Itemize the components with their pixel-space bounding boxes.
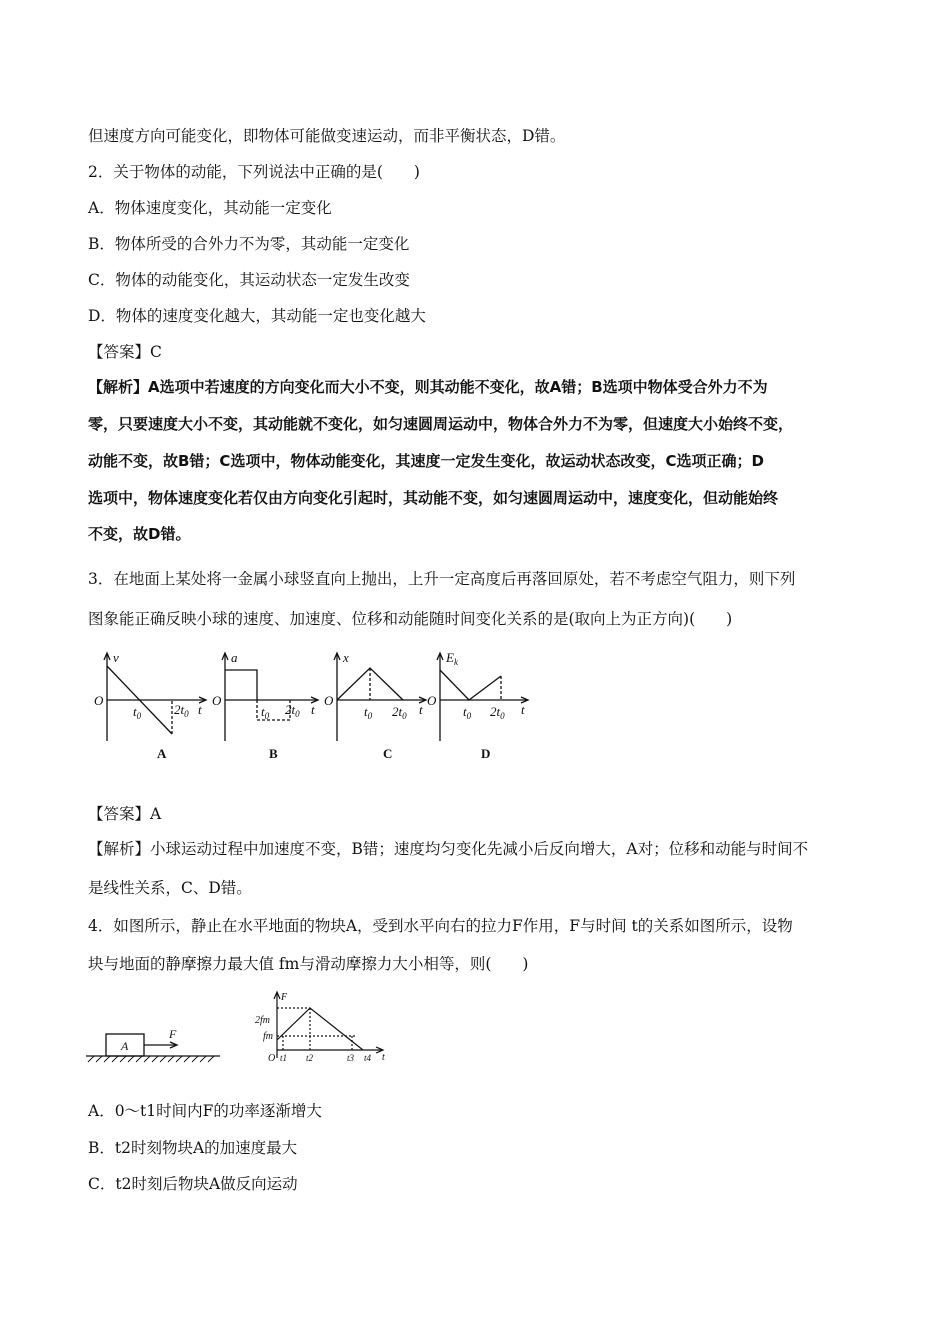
force-f-label: F — [169, 1027, 177, 1041]
q4-block-diagram — [84, 1020, 224, 1080]
q4-graph-tick-t2: t2 — [306, 1053, 314, 1063]
graph-c-2t0: $2t_0$ — [392, 704, 407, 721]
graph-d-t0: $t_0$ — [463, 704, 472, 721]
q4-graph-xlabel: t — [382, 1052, 385, 1063]
graph-d-t-axis: t — [521, 702, 525, 717]
q4-graph-tick-fm: fm — [263, 1031, 273, 1042]
q3-analysis-line: 是线性关系，C、D错。 — [88, 879, 252, 897]
q4-stem-line: 4．如图所示，静止在水平地面的物块A，受到水平向右的拉力F作用，F与时间 t的关系如图所示，设物 — [88, 917, 793, 935]
graph-a-caption: A — [157, 746, 167, 761]
q2-option-c: C．物体的动能变化，其运动状态一定发生改变 — [88, 271, 410, 289]
graph-c-caption: C — [383, 746, 393, 761]
q2-analysis-line: 零，只要速度大小不变，其动能就不变化，如匀速圆周运动中，物体合外力不为零，但速度大小始终不变， — [88, 415, 794, 433]
graph-b-origin: O — [212, 693, 222, 708]
q1-tail-text: 但速度方向可能变化，即物体可能做变速运动，而非平衡状态，D错。 — [88, 127, 566, 145]
q2-option-b: B．物体所受的合外力不为零，其动能一定变化 — [88, 235, 410, 253]
block-a-label: A — [121, 1039, 129, 1053]
graph-a-2t0: $2t_0$ — [174, 702, 189, 719]
q2-option-a: A．物体速度变化，其动能一定变化 — [88, 199, 332, 217]
q4-graph-tick-t1: t1 — [280, 1053, 288, 1063]
q4-graph-tick-2fm: 2fm — [255, 1015, 270, 1026]
q4-graph-tick-t3: t3 — [347, 1053, 355, 1063]
q3-answer: 【答案】A — [88, 805, 162, 823]
graph-d-origin: O — [427, 693, 437, 708]
q4-option-b: B．t2时刻物块A的加速度最大 — [88, 1139, 298, 1157]
q2-analysis-line: 动能不变，故B错；C选项中，物体动能变化，其速度一定发生变化，故运动状态改变，C选项正确；D — [88, 452, 764, 470]
graph-a-origin: O — [94, 693, 104, 708]
graph-b-t-axis: t — [311, 702, 315, 717]
graph-b-caption: B — [269, 746, 278, 761]
graph-a-ylabel: v — [113, 650, 119, 665]
q3-graphs-figure — [85, 646, 545, 771]
q2-answer: 【答案】C — [88, 343, 162, 361]
q4-graph-ylabel: F — [281, 992, 288, 1003]
graph-b-t0: $t_0$ — [261, 704, 270, 721]
graph-b-2t0: $2t_0$ — [285, 702, 300, 719]
q2-analysis-line: 选项中，物体速度变化若仅由方向变化引起时，其动能不变，如匀速圆周运动中，速度变化，但动能始终 — [88, 489, 779, 507]
q4-option-a: A．0～t1时间内F的功率逐渐增大 — [88, 1102, 322, 1120]
graph-c-ylabel: x — [343, 650, 349, 665]
q4-option-c: C．t2时刻后物块A做反向运动 — [88, 1175, 298, 1193]
q4-graph-tick-t4: t4 — [364, 1053, 372, 1063]
graph-a-t-axis: t — [198, 702, 202, 717]
graph-d-2t0: $2t_0$ — [490, 704, 505, 721]
graph-d-caption: D — [481, 746, 491, 761]
graph-c-t0: $t_0$ — [364, 704, 373, 721]
q4-force-time-graph — [250, 988, 400, 1068]
q3-analysis-line: 【解析】小球运动过程中加速度不变，B错；速度均匀变化先减小后反向增大，A对；位移和动能与时间不 — [88, 840, 809, 858]
graph-b-ylabel: a — [231, 650, 238, 665]
graph-c-t-axis: t — [419, 702, 423, 717]
q4-graph-origin: O — [268, 1053, 276, 1064]
q4-stem-line: 块与地面的静摩擦力最大值 fm与滑动摩擦力大小相等，则( ) — [88, 955, 529, 973]
graph-c-origin: O — [324, 693, 334, 708]
q2-stem: 2．关于物体的动能，下列说法中正确的是( ) — [88, 163, 420, 181]
graph-d-ylabel: $E_k$ — [446, 650, 458, 667]
q3-stem-line: 3．在地面上某处将一金属小球竖直向上抛出，上升一定高度后再落回原处，若不考虑空气阻力，则下列 — [88, 570, 796, 588]
graph-a-t0: $t_0$ — [133, 704, 142, 721]
q3-stem-line: 图象能正确反映小球的速度、加速度、位移和动能随时间变化关系的是(取向上为正方向)( ) — [88, 610, 733, 628]
q2-analysis-line: 【解析】A选项中若速度的方向变化而大小不变，则其动能不变化，故A错；B选项中物体受合外力不为 — [88, 378, 768, 396]
q2-analysis-line: 不变，故D错。 — [88, 525, 191, 543]
q2-option-d: D．物体的速度变化越大，其动能一定也变化越大 — [88, 307, 426, 325]
